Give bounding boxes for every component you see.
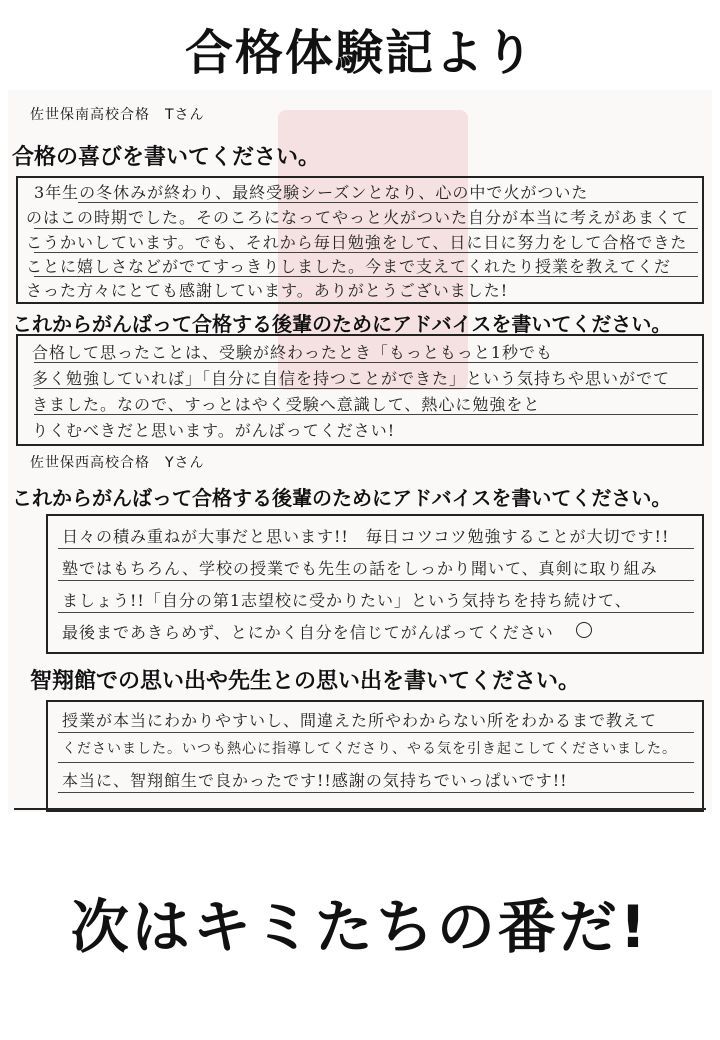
question-advice-t: これからがんばって合格する後輩のためにアドバイスを書いてください。	[12, 312, 672, 336]
answer-text-line: 多く勉強していれば」「自分に自信を持つことができた」という気持ちや思いがでて	[32, 369, 671, 388]
ruled-line	[34, 228, 698, 229]
answer-text-line: 塾ではもちろん、学校の授業でも先生の話をしっかり聞いて、真剣に取り組み	[62, 559, 658, 578]
answer-text-line: こうかいしています。でも、それから毎日勉強をして、日に日に努力をして合格できた	[26, 233, 688, 252]
answer-box-advice-t	[16, 334, 704, 446]
question-advice-y: これからがんばって合格する後輩のためにアドバイスを書いてください。	[12, 486, 672, 510]
answer-text-line: きました。なので、すっとはやく受験へ意識して、熱心に勉強をと	[32, 395, 541, 414]
answer-text-line: 本当に、智翔館生で良かったです!!感謝の気持ちでいっぱいです!!	[62, 771, 568, 790]
answer-text-line: さった方々にとても感謝しています。ありがとうございました!	[26, 281, 509, 300]
answer-text-line: 日々の積み重ねが大事だと思います!! 毎日コツコツ勉強することが大切です!!	[62, 527, 670, 546]
question-memories: 智翔館での思い出や先生との思い出を書いてください。	[30, 669, 581, 694]
answer-box-advice-y	[46, 514, 704, 654]
answer-text-line: 授業が本当にわかりやすいし、間違えた所やわからない所をわかるまで教えて	[62, 711, 658, 730]
ruled-line	[58, 792, 694, 793]
answer-text-line: 最後まであきらめず、とにかく自分を信じてがんばってください	[62, 623, 554, 642]
page-title: 合格体験記より	[184, 25, 535, 81]
bottom-banner: 次はキミたちの番だ!	[70, 893, 650, 961]
smiley-face-icon	[576, 622, 592, 638]
student-label-y: 佐世保西高校合格 Yさん	[30, 455, 205, 471]
ruled-line	[58, 612, 694, 613]
answer-box-joy	[16, 176, 704, 304]
answer-text-line: りくむべきだと思います。がんばってください!	[32, 421, 396, 440]
scanned-testimonial-sheet	[8, 90, 712, 812]
answer-text-line: ましょう!!「自分の第1志望校に受かりたい」という気持ちを持ち続けて、	[62, 591, 632, 610]
answer-text-line: ことに嬉しさなどがでてすっきりしました。今まで支えてくれたり授業を教えてくだ	[26, 257, 672, 276]
question-joy: 合格の喜びを書いてください。	[12, 145, 321, 170]
ruled-line	[58, 548, 694, 549]
answer-text-line: 合格して思ったことは、受験が終わったとき「もっともっと1秒でも	[32, 343, 554, 362]
answer-text-line: 3年生の冬休みが終わり、最終受験シーズンとなり、心の中で火がついた	[34, 183, 589, 202]
answer-text-line: のはこの時期でした。そのころになってやっと火がついた自分が本当に考えがあまくて	[26, 208, 690, 227]
answer-text-line: くださいました。いつも熱心に指導してくださり、やる気を引き起こしてくださいました。	[62, 741, 677, 757]
answer-box-memories	[46, 700, 704, 812]
ruled-line	[58, 762, 694, 763]
ruled-line	[58, 732, 694, 733]
ruled-line	[58, 580, 694, 581]
student-label-t: 佐世保南高校合格 Tさん	[30, 107, 205, 123]
divider	[14, 808, 706, 810]
